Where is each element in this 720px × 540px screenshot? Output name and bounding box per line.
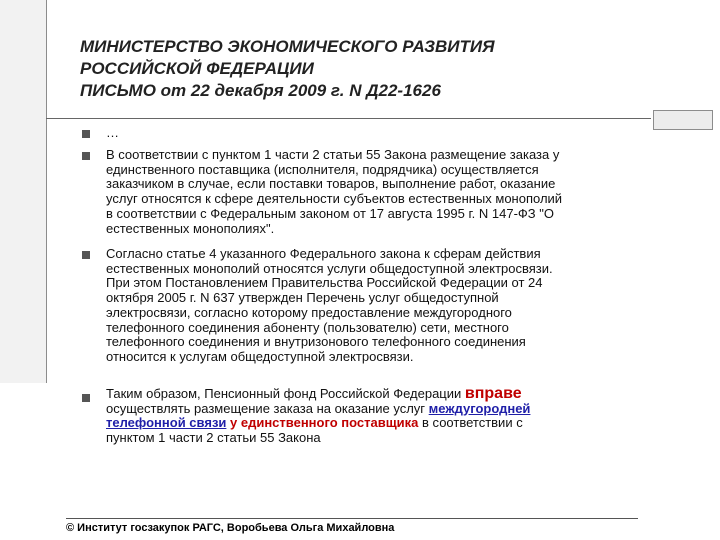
bullet-square-icon bbox=[82, 251, 90, 259]
paragraph-conclusion bbox=[106, 387, 666, 446]
bullet-square-icon bbox=[82, 394, 90, 402]
conclusion-text: Таким образом, Пенсионный фонд Российской Федерации bbox=[106, 386, 465, 401]
text-line: В соответствии с пунктом 1 части 2 статьи 55 Закона размещение заказа у bbox=[106, 147, 560, 162]
text-line: Согласно статье 4 указанного Федерального закона к сферам действия bbox=[106, 246, 541, 261]
conclusion-text: осуществлять размещение заказа на оказание услуг bbox=[106, 400, 429, 416]
text-line: октября 2005 г. N 637 утвержден Перечень услуг общедоступной bbox=[106, 290, 499, 306]
text-line: относится к услугам общедоступной электросвязи. bbox=[106, 348, 414, 364]
highlight-telephone-service: телефонной связи bbox=[106, 415, 227, 431]
slide-title bbox=[80, 36, 660, 102]
text-line: электросвязи, согласно которому предоставление междугородного bbox=[106, 304, 512, 320]
emphasis-vprave: вправе bbox=[464, 385, 522, 402]
paragraph-article-55 bbox=[106, 148, 666, 236]
footer-copyright: © Институт госзакупок РАГС, Воробьева Ольга Михайловна bbox=[66, 522, 395, 534]
title-line-2: РОССИЙСКОЙ ФЕДЕРАЦИИ bbox=[80, 59, 314, 78]
bullet-square-icon bbox=[82, 152, 90, 160]
title-divider bbox=[46, 118, 651, 119]
conclusion-text: в соответствии с bbox=[418, 415, 523, 431]
text-line: заказчиком в случае, если поставки товаров, выполнение работ, оказание bbox=[106, 176, 556, 192]
text-line: естественных монополий относятся услуги общедоступной электросвязи. bbox=[106, 260, 553, 276]
text-line: услуг относятся к сфере деятельности субъектов естественных монополий bbox=[106, 191, 563, 207]
text-line: телефонного соединения и внутризонового телефонного соединения bbox=[106, 334, 526, 350]
emphasis-single-supplier: у единственного поставщика bbox=[226, 415, 419, 431]
highlight-long-distance: междугородней bbox=[428, 400, 531, 416]
text-line: естественных монополиях". bbox=[106, 220, 275, 236]
text-line: … bbox=[106, 125, 119, 140]
title-line-1: МИНИСТЕРСТВО ЭКОНОМИЧЕСКОГО РАЗВИТИЯ bbox=[80, 37, 495, 56]
text-line bbox=[106, 416, 666, 431]
text-line: пунктом 1 части 2 статьи 55 Закона bbox=[106, 430, 321, 446]
left-side-panel bbox=[0, 0, 47, 383]
text-line bbox=[106, 387, 666, 402]
title-line-3: ПИСЬМО от 22 декабря 2009 г. N Д22-1626 bbox=[80, 81, 441, 100]
text-line: При этом Постановлением Правительства Российской Федерации от 24 bbox=[106, 275, 543, 291]
text-line: единственного поставщика (исполнителя, подрядчика) осуществляется bbox=[106, 161, 539, 177]
bullet-square-icon bbox=[82, 130, 90, 138]
text-line: в соответствии с Федеральным законом от 17 августа 1995 г. N 147-ФЗ "О bbox=[106, 205, 554, 221]
paragraph-ellipsis bbox=[106, 126, 666, 141]
paragraph-article-4 bbox=[106, 247, 666, 365]
text-line bbox=[106, 402, 666, 417]
footer-divider bbox=[66, 518, 638, 519]
text-line: телефонного соединения абоненту (пользователю) сети, местного bbox=[106, 319, 509, 335]
